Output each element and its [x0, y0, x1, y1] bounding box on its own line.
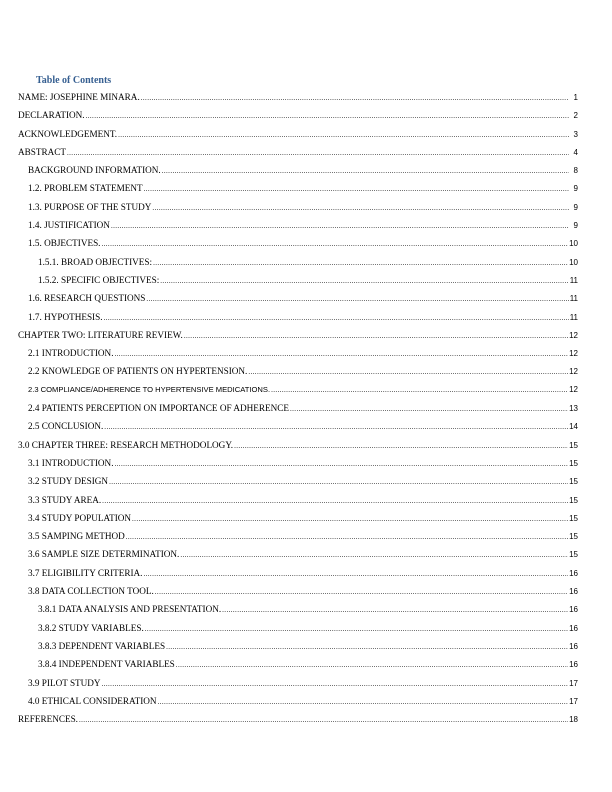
toc-entry[interactable] — [18, 509, 578, 527]
toc-entry-text: 1.2. PROBLEM STATEMENT — [28, 183, 143, 194]
toc-page-number: 17 — [569, 678, 578, 688]
toc-page-number: 16 — [569, 605, 578, 615]
toc-entry[interactable] — [18, 674, 578, 692]
toc-entry[interactable] — [18, 271, 578, 289]
toc-entry[interactable] — [18, 692, 578, 710]
toc-entry-text: 3.8.3 DEPENDENT VARIABLES — [38, 640, 166, 651]
toc-entry[interactable] — [18, 381, 578, 399]
toc-page-number: 15 — [569, 477, 578, 487]
toc-entry-text: 2.2 KNOWLEDGE OF PATIENTS ON HYPERTENSION. — [28, 366, 248, 377]
toc-title: Table of Contents — [36, 75, 112, 86]
toc-entry[interactable] — [18, 637, 578, 655]
toc-entry[interactable] — [18, 600, 578, 618]
toc-entry-text: 1.4. JUSTIFICATION — [28, 220, 110, 231]
toc-dot-leader — [248, 363, 568, 381]
toc-entry[interactable] — [18, 344, 578, 362]
toc-page-number: 12 — [569, 330, 578, 340]
toc-entry-text: 2.3 COMPLIANCE/ADHERENCE TO HYPERTENSIVE MEDICATIONS. — [28, 384, 271, 394]
toc-dot-leader — [126, 528, 568, 546]
toc-page-number: 16 — [569, 587, 578, 597]
toc-dot-leader — [184, 327, 568, 345]
toc-page-number: 15 — [569, 458, 578, 468]
toc-entry[interactable] — [18, 106, 578, 124]
toc-dot-leader — [234, 437, 568, 455]
toc-dot-leader — [102, 675, 569, 693]
toc-dot-leader — [111, 217, 569, 235]
toc-entry[interactable] — [18, 253, 578, 271]
toc-entry-text: 3.8.4 INDEPENDENT VARIABLES — [38, 659, 175, 670]
toc-entry-text: REFERENCES. — [18, 714, 78, 725]
toc-dot-leader — [180, 546, 568, 564]
toc-page-number: 13 — [569, 404, 578, 414]
toc-page-number: 15 — [569, 495, 578, 505]
toc-entry[interactable] — [18, 619, 578, 637]
toc-dot-leader — [141, 89, 569, 107]
toc-entry[interactable] — [18, 491, 578, 509]
toc-page-number: 11 — [569, 312, 578, 322]
toc-entry-text: 3.1 INTRODUCTION. — [28, 457, 114, 468]
toc-entry-text: 1.6. RESEARCH QUESTIONS — [28, 293, 146, 304]
toc-dot-leader — [176, 656, 568, 674]
toc-entry[interactable] — [18, 88, 578, 106]
toc-entry-text: ACKNOWLEDGEMENT. — [18, 128, 118, 139]
toc-entry-text: 1.7. HYPOTHESIS. — [28, 311, 103, 322]
toc-entry[interactable] — [18, 436, 578, 454]
toc-page-number: 11 — [569, 275, 578, 285]
toc-page-number: 4 — [573, 147, 578, 157]
toc-entry-text: 1.5. OBJECTIVES. — [28, 238, 101, 249]
toc-entry[interactable] — [18, 234, 578, 252]
toc-dot-leader — [155, 583, 568, 601]
toc-dot-leader — [118, 126, 569, 144]
toc-dot-leader — [67, 144, 569, 162]
toc-entry-text: 3.5 SAMPING METHOD — [28, 531, 125, 542]
toc-entry-text: CHAPTER TWO: LITERATURE REVIEW. — [18, 329, 183, 340]
toc-entry-text: NAME: JOSEPHINE MINARA. — [18, 92, 140, 102]
toc-entry-text: 3.2 STUDY DESIGN — [28, 476, 109, 487]
toc-entry-text: 2.1 INTRODUCTION. — [28, 348, 114, 359]
toc-page-number: 10 — [569, 257, 578, 267]
toc-entry-text: 3.4 STUDY POPULATION — [28, 512, 132, 523]
toc-dot-leader — [166, 638, 568, 656]
toc-dot-leader — [146, 290, 568, 308]
toc-entry-text: 3.3 STUDY AREA. — [28, 494, 102, 505]
toc-entry-text: 3.8.2 STUDY VARIABLES. — [38, 622, 144, 633]
toc-page-number: 12 — [569, 367, 578, 377]
toc-entry[interactable] — [18, 198, 578, 216]
toc-dot-leader — [86, 107, 569, 125]
toc-dot-leader — [132, 510, 568, 528]
toc-page-number: 8 — [573, 166, 578, 176]
toc-page-number: 16 — [569, 660, 578, 670]
toc-page-number: 2 — [573, 111, 578, 121]
toc-dot-leader — [153, 254, 568, 272]
toc-dot-leader — [104, 309, 569, 327]
toc-page-number: 12 — [569, 384, 578, 394]
toc-entry[interactable] — [18, 143, 578, 161]
toc-entry-text: DECLARATION. — [18, 110, 85, 121]
toc-entry[interactable] — [18, 527, 578, 545]
toc-page-number: 16 — [569, 623, 578, 633]
toc-entry[interactable] — [18, 216, 578, 234]
toc-entry[interactable] — [18, 417, 578, 435]
toc-dot-leader — [79, 711, 568, 729]
toc-dot-leader — [109, 473, 568, 491]
toc-entry[interactable] — [18, 399, 578, 417]
toc-entry[interactable] — [18, 582, 578, 600]
toc-entry-text: 3.9 PILOT STUDY — [28, 677, 101, 688]
toc-entry-text: 3.8.1 DATA ANALYSIS AND PRESENTATION. — [38, 604, 222, 615]
toc-entry-text: 3.8 DATA COLLECTION TOOL. — [28, 586, 154, 597]
toc-dot-leader — [152, 199, 569, 217]
toc-page-number: 15 — [569, 532, 578, 542]
toc-dot-leader — [115, 455, 569, 473]
toc-entry[interactable] — [18, 289, 578, 307]
toc-entry-text: 4.0 ETHICAL CONSIDERATION — [28, 695, 157, 706]
toc-page-number: 18 — [569, 715, 578, 725]
toc-entry[interactable] — [18, 362, 578, 380]
toc-page-number: 12 — [569, 349, 578, 359]
toc-entry-text: ABSTRACT — [18, 146, 66, 157]
toc-page-number: 14 — [569, 422, 578, 432]
toc-page-number: 10 — [569, 239, 578, 249]
toc-list — [18, 88, 578, 728]
toc-entry-text: 1.5.1. BROAD OBJECTIVES: — [38, 256, 153, 267]
toc-dot-leader — [144, 180, 569, 198]
toc-dot-leader — [102, 492, 568, 510]
toc-entry[interactable] — [18, 308, 578, 326]
toc-page-number: 9 — [573, 202, 578, 212]
toc-entry-text: 3.6 SAMPLE SIZE DETERMINATION. — [28, 549, 180, 560]
toc-entry[interactable] — [18, 326, 578, 344]
toc-page-number: 9 — [573, 221, 578, 231]
toc-page-number: 11 — [569, 294, 578, 304]
toc-dot-leader — [104, 418, 568, 436]
toc-entry[interactable] — [18, 545, 578, 563]
toc-entry-text: BACKGROUND INFORMATION. — [28, 165, 161, 176]
toc-dot-leader — [160, 272, 568, 290]
toc-page-number: 16 — [569, 568, 578, 578]
toc-page-number: 15 — [569, 440, 578, 450]
toc-dot-leader — [271, 381, 568, 399]
toc-entry-text: 1.5.2. SPECIFIC OBJECTIVES: — [38, 274, 160, 285]
toc-entry[interactable] — [18, 125, 578, 143]
toc-page-number: 15 — [569, 513, 578, 523]
toc-entry-text: 1.3. PURPOSE OF THE STUDY — [28, 201, 152, 212]
toc-dot-leader — [145, 620, 568, 638]
toc-entry-text: 3.0 CHAPTER THREE: RESEARCH METHODOLOGY. — [18, 439, 234, 450]
toc-entry[interactable] — [18, 179, 578, 197]
toc-entry[interactable] — [18, 564, 578, 582]
toc-page-number: 1 — [573, 93, 578, 102]
toc-page-number: 17 — [569, 696, 578, 706]
toc-page-number: 3 — [573, 129, 578, 139]
toc-dot-leader — [290, 400, 568, 418]
toc-entry-text: 2.4 PATIENTS PERCEPTION ON IMPORTANCE OF ADHERENCE — [28, 403, 289, 414]
toc-dot-leader — [162, 162, 569, 180]
toc-page-number: 16 — [569, 641, 578, 651]
toc-entry-text: 3.7 ELIGIBILITY CRITERIA. — [28, 567, 143, 578]
toc-entry[interactable] — [18, 655, 578, 673]
toc-entry[interactable] — [18, 161, 578, 179]
toc-entry[interactable] — [18, 472, 578, 490]
toc-dot-leader — [101, 235, 568, 253]
toc-page-number: 15 — [569, 550, 578, 560]
toc-page-number: 9 — [573, 184, 578, 194]
toc-entry[interactable] — [18, 454, 578, 472]
toc-dot-leader — [143, 565, 568, 583]
toc-entry-text: 2.5 CONCLUSION. — [28, 421, 104, 432]
toc-dot-leader — [115, 345, 569, 363]
toc-dot-leader — [222, 601, 568, 619]
toc-entry[interactable] — [18, 710, 578, 728]
toc-dot-leader — [158, 693, 569, 711]
